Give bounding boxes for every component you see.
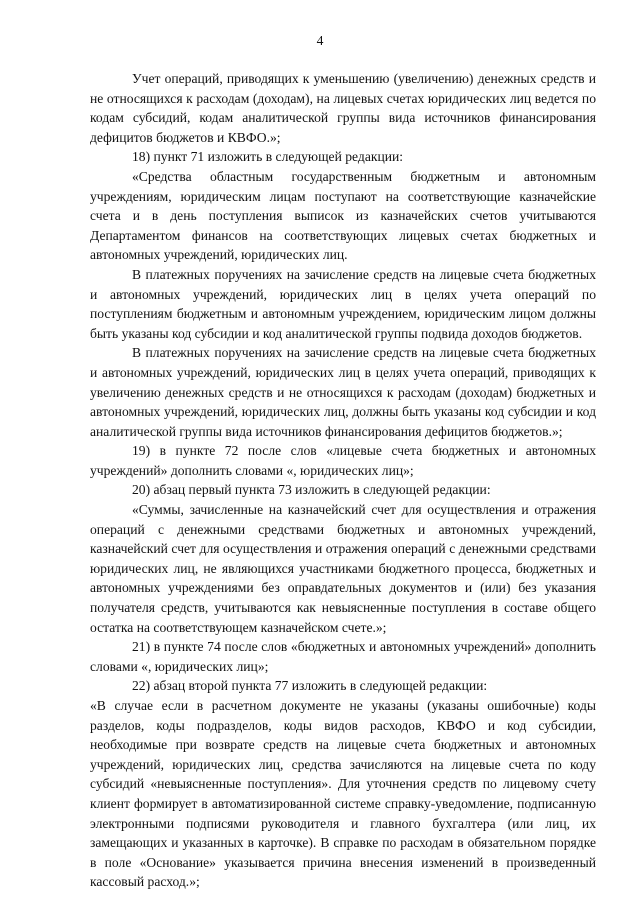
paragraph-item-21: 21) в пункте 74 после слов «бюджетных и автономных учреждений» дополнить словами «, юридических лиц»;	[90, 639, 596, 674]
paragraph-item-18: 18) пункт 71 изложить в следующей редакции:	[132, 149, 404, 165]
paragraph-item-20: 20) абзац первый пункта 73 изложить в следующей редакции:	[132, 482, 491, 498]
page-number: 4	[316, 33, 324, 48]
paragraph-funds-credited: «Средства областным государственным бюджетным и автономным учреждениям, юридическим лицам поступают на соответствующие казначейские счета и в день поступления выписок из казначейских счетов учитываются Департаментом финансов на соответствующих лицевых счетах бюджетных и автономных учреждений, юридических лиц.	[90, 168, 596, 263]
paragraph-payment-orders-revenue: В платежных поручениях на зачисление средств на лицевые счета бюджетных и автономных учреждений, юридических лиц в целях учета операций по поступлениям бюджетным и автономным учреждением, юридическим лицом должны быть указаны код субсидии и код аналитической группы подвида доходов бюджетов.	[90, 266, 596, 341]
paragraph-payment-orders-sources: В платежных поручениях на зачисление средств на лицевые счета бюджетных и автономных учреждений, юридических лиц в целях учета операций, приводящих к увеличению денежных средств и не относящихся к расходам (доходам) бюджетных и автономных учреждений, юридических лиц, должны быть указаны код субсидии и код аналитической группы вида источников финансирования дефицитов бюджетов.»;	[90, 345, 596, 439]
paragraph-accounting-operations: Учет операций, приводящих к уменьшению (увеличению) денежных средств и не относящихся к расходам (доходам), на лицевых счетах юридических лиц ведется по кодам субсидий, кодам аналитической группы вида источников финансирования дефицитов бюджетов и КВФО.»;	[90, 71, 596, 145]
paragraph-item-22: 22) абзац второй пункта 77 изложить в следующей редакции:	[132, 678, 488, 694]
paragraph-settlement-document: «В случае если в расчетном документе не указаны (указаны ошибочные) коды разделов, коды подразделов, коды видов расходов, КВФО и код субсидии, необходимые при возврате средств на лицевые счета бюджетных и автономных учреждений, юридических лиц, средства зачисляются на лицевые счета по коду субсидий «невыясненные поступления». Для уточнения средств по лицевому счету клиент формирует в автоматизированной системе справку-уведомление, подписанную электронными подписями руководителя и главного бухгалтера (или лиц, их замещающих и указанных в карточке). В справке по расходам в обязательном порядке в поле «Основание» указывается причина внесения изменений в произведенный кассовый расход.»;	[90, 698, 596, 890]
document-body	[90, 69, 596, 892]
paragraph-item-19: 19) в пункте 72 после слов «лицевые счета бюджетных и автономных учреждений» дополнить словами «, юридических лиц»;	[90, 443, 596, 478]
paragraph-unidentified-receipts: «Суммы, зачисленные на казначейский счет для осуществления и отражения операций с денежными средствами бюджетных и автономных учреждений, казначейский счет для осуществления и отражения операций с денежными средствами юридических лиц, не являющихся участниками бюджетного процесса, бюджетных и автономных учреждениями без оправдательных документов и (или) без указания получателя средств, учитываются как невыясненные поступления в составе общего остатка на соответствующем казначейском счете.»;	[90, 502, 596, 635]
